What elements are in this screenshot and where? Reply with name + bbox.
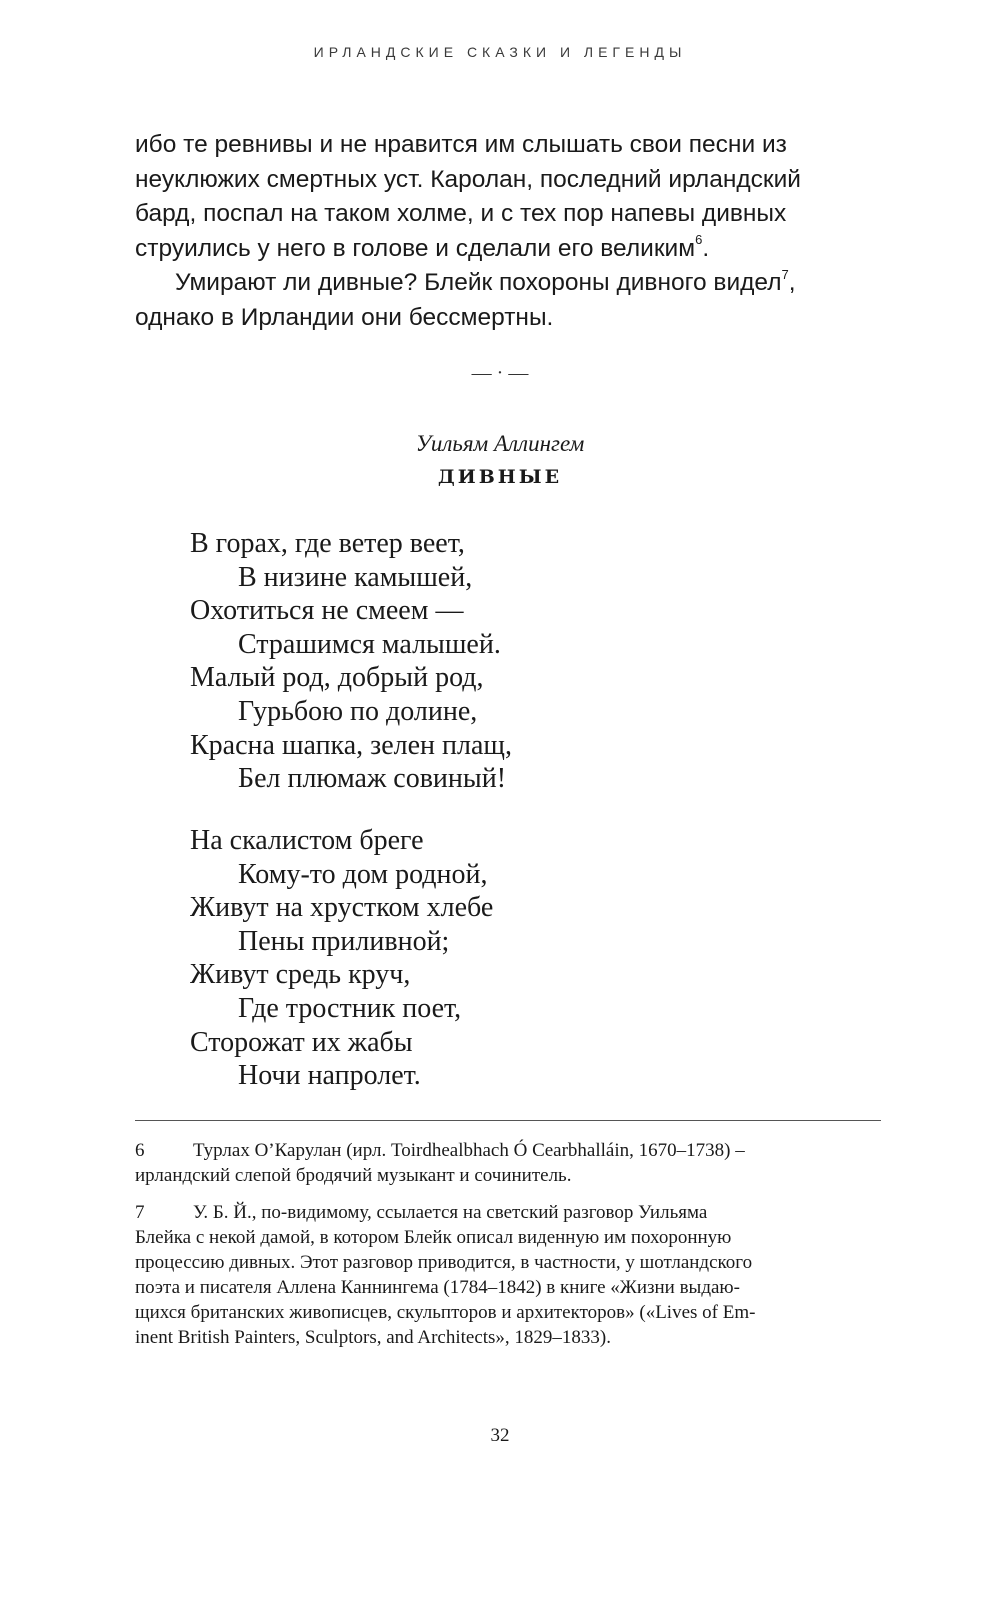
verse-line: Красна шапка, зелен плащ,	[190, 729, 512, 761]
verse-line: В горах, где ветер веет,	[190, 528, 465, 559]
verse-line: Охотиться не смеем —	[190, 595, 464, 627]
footnote-ref-7[interactable]: 7	[781, 266, 789, 282]
prose-line: ибо те ревнивы и не нравится им слышать свои песни из	[135, 131, 787, 158]
verse-line: Живут на хрустком хлебе	[190, 892, 494, 924]
prose-line-with-note	[135, 232, 883, 267]
prose-line: однако в Ирландии они бессмертны.	[135, 303, 554, 331]
footnote-line: поэта и писателя Аллена Каннингема (1784–1842) в книге «Жизни выдаю-	[135, 1277, 740, 1298]
footnote-text: У. Б. Й., по-видимому, ссылается на светский разговор Уильяма	[193, 1202, 708, 1223]
verse-line: Гурьбою по долине,	[238, 695, 478, 727]
footnote-line: щихся британских живописцев, скульпторов и архитекторов» («Lives of Em-	[135, 1302, 756, 1323]
footnote-line: процессию дивных. Этот разговор приводится, в частности, у шотландского	[135, 1252, 753, 1273]
poem-author: Уильям Аллингем	[415, 431, 585, 456]
verse-line: Бел плюмаж совиный!	[238, 763, 507, 795]
footnote-6	[135, 1138, 883, 1188]
verse-line: На скалистом бреге	[190, 825, 424, 856]
footnote-7	[135, 1200, 883, 1350]
paragraph-1	[135, 128, 883, 266]
prose-line: струились у него в голове и сделали его великим	[135, 234, 696, 262]
footnote-number: 7	[135, 1202, 145, 1223]
punctuation: .	[702, 234, 710, 262]
footnotes	[135, 1138, 883, 1362]
punctuation: ,	[788, 269, 796, 296]
footnote-number: 6	[135, 1140, 145, 1161]
verse-line: В низине камышей,	[238, 561, 473, 593]
verse-line: Живут средь круч,	[190, 959, 411, 991]
verse-line: Кому-то дом родной,	[238, 858, 488, 890]
verse-line: Где тростник поет,	[238, 992, 462, 1024]
verse-line: Пены приливной;	[238, 925, 450, 957]
footnote-text: Турлах О’Карулан (ирл. Toirdhealbhach Ó Cearbhalláin, 1670–1738) –	[193, 1140, 745, 1161]
verse-line: Малый род, добрый род,	[190, 662, 484, 694]
paragraph-2	[135, 266, 883, 335]
footnote-line: inent British Painters, Sculptors, and Architects», 1829–1833).	[135, 1327, 612, 1348]
prose-text	[135, 128, 883, 335]
section-divider: — · —	[471, 362, 529, 384]
page-number: 32	[490, 1425, 510, 1446]
footnote-ref-6[interactable]: 6	[695, 232, 703, 248]
prose-line: неуклюжих смертных уст. Каролан, последний ирландский	[135, 165, 801, 193]
verse-line: Страшимся малышей.	[238, 628, 501, 660]
verse-line: Сторожат их жабы	[190, 1026, 413, 1058]
stanza-1	[190, 527, 512, 796]
prose-line-with-note	[135, 266, 883, 301]
poem-title: ДИВНЫЕ	[437, 466, 563, 488]
running-head: ИРЛАНДСКИЕ СКАЗКИ И ЛЕГЕНДЫ	[313, 44, 687, 60]
footnote-rule	[135, 1120, 881, 1121]
footnote-line: Блейка с некой дамой, в котором Блейк описал виденную им похоронную	[135, 1227, 732, 1248]
prose-line: бард, поспал на таком холме, и с тех пор напевы дивных	[135, 200, 787, 227]
verse-line: Ночи напролет.	[238, 1060, 421, 1092]
footnote-line	[135, 1138, 883, 1163]
prose-line: Умирают ли дивные? Блейк похороны дивного видел	[175, 269, 782, 296]
footnote-line	[135, 1200, 883, 1225]
footnote-line: ирландский слепой бродячий музыкант и сочинитель.	[135, 1165, 572, 1186]
stanza-2	[190, 824, 493, 1093]
